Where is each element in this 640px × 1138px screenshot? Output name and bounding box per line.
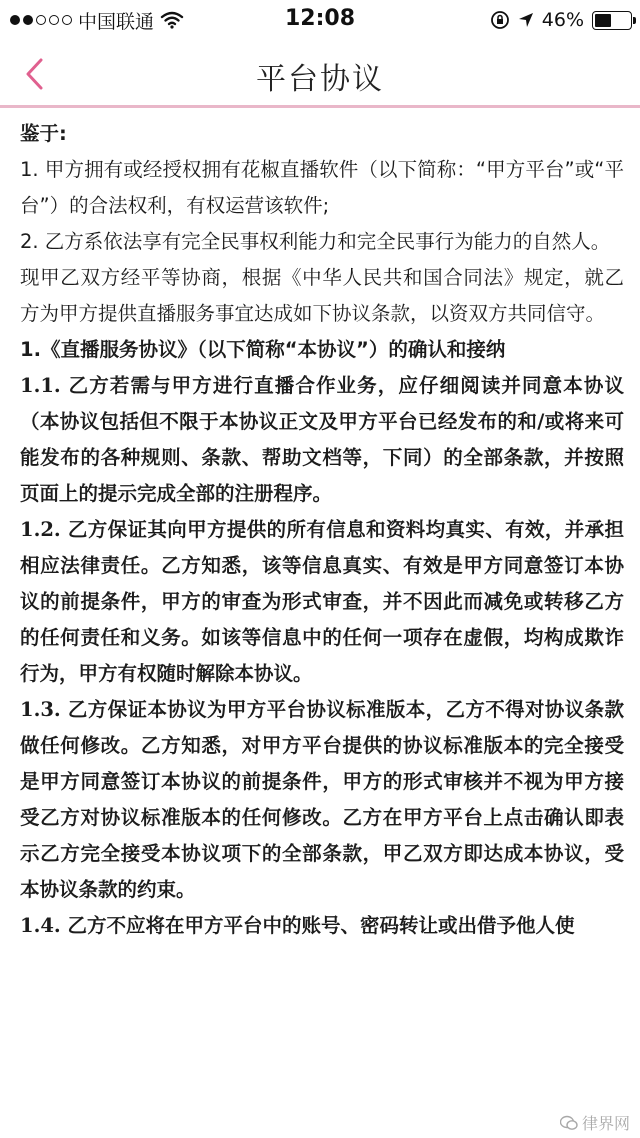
- carrier-label: 中国联通: [78, 10, 155, 33]
- battery-icon: [592, 11, 632, 30]
- status-bar: [0, 0, 640, 40]
- intro-heading: 鉴于:: [20, 122, 67, 145]
- clause-1-4-text: 乙方不应将在甲方平台中的账号、密码转让或出借予他人使: [67, 914, 575, 937]
- clause-1-2: [20, 512, 624, 692]
- watermark: [560, 1111, 630, 1134]
- clause-1-1-number: 1.1.: [20, 374, 61, 397]
- clause-1-1-text: 乙方若需与甲方进行直播合作业务，应仔细阅读并同意本协议（本协议包括但不限于本协议正文及甲方平台已经发布的和/或将来可能发布的各种规则、条款、帮助文档等，下同）的全部条款，并按照页面上的提示完成全部的注册程序。: [20, 374, 624, 505]
- clause-1-4-number: 1.4.: [20, 914, 61, 937]
- battery-level: [595, 14, 611, 27]
- intro-paragraph-1: 1. 甲方拥有或经授权拥有花椒直播软件（以下简称：“甲方平台”或“平台”）的合法权利，有权运营该软件;: [20, 158, 624, 217]
- orientation-lock-icon: [490, 10, 510, 30]
- clause-1-4: [20, 908, 624, 944]
- clause-1-1: [20, 368, 624, 512]
- section-1-title: 1.《直播服务协议》（以下简称“本协议”）的确认和接纳: [20, 338, 506, 361]
- location-arrow-icon: [518, 12, 534, 28]
- clause-1-3-number: 1.3.: [20, 698, 61, 721]
- navigation-bar: [0, 40, 640, 108]
- intro-paragraph-3: 现甲乙双方经平等协商，根据《中华人民共和国合同法》规定，就乙方为甲方提供直播服务事宜达成如下协议条款，以资双方共同信守。: [20, 266, 624, 325]
- intro-paragraph-2: 2. 乙方系依法享有完全民事权利能力和完全民事行为能力的自然人。: [20, 230, 611, 253]
- status-time: 12:08: [284, 6, 356, 31]
- status-right: [490, 7, 632, 33]
- agreement-content[interactable]: [20, 116, 624, 1138]
- battery-percent: 46%: [541, 9, 584, 31]
- clause-1-2-text: 乙方保证其向甲方提供的所有信息和资料均真实、有效，并承担相应法律责任。乙方知悉，该等信息真实、有效是甲方同意签订本协议的前提条件，甲方的审查为形式审查，并不因此而减免或转移乙方的任何责任和义务。如该等信息中的任何一项存在虚假，均构成欺诈行为，甲方有权随时解除本协议。: [20, 518, 624, 685]
- page-title: 平台协议: [256, 62, 384, 97]
- clause-1-3-text: 乙方保证本协议为甲方平台协议标准版本，乙方不得对协议条款做任何修改。乙方知悉，对甲方平台提供的协议标准版本的完全接受是甲方同意签订本协议的前提条件，甲方的形式审核并不视为甲方接受乙方对协议标准版本的任何修改。乙方在甲方平台上点击确认即表示乙方完全接受本协议项下的全部条款，甲乙双方即达成本协议，受本协议条款的约束。: [20, 698, 624, 901]
- wechat-icon: [560, 1115, 578, 1131]
- clause-1-3: [20, 692, 624, 908]
- watermark-text: 律界网: [581, 1114, 630, 1133]
- clause-1-2-number: 1.2.: [20, 518, 61, 541]
